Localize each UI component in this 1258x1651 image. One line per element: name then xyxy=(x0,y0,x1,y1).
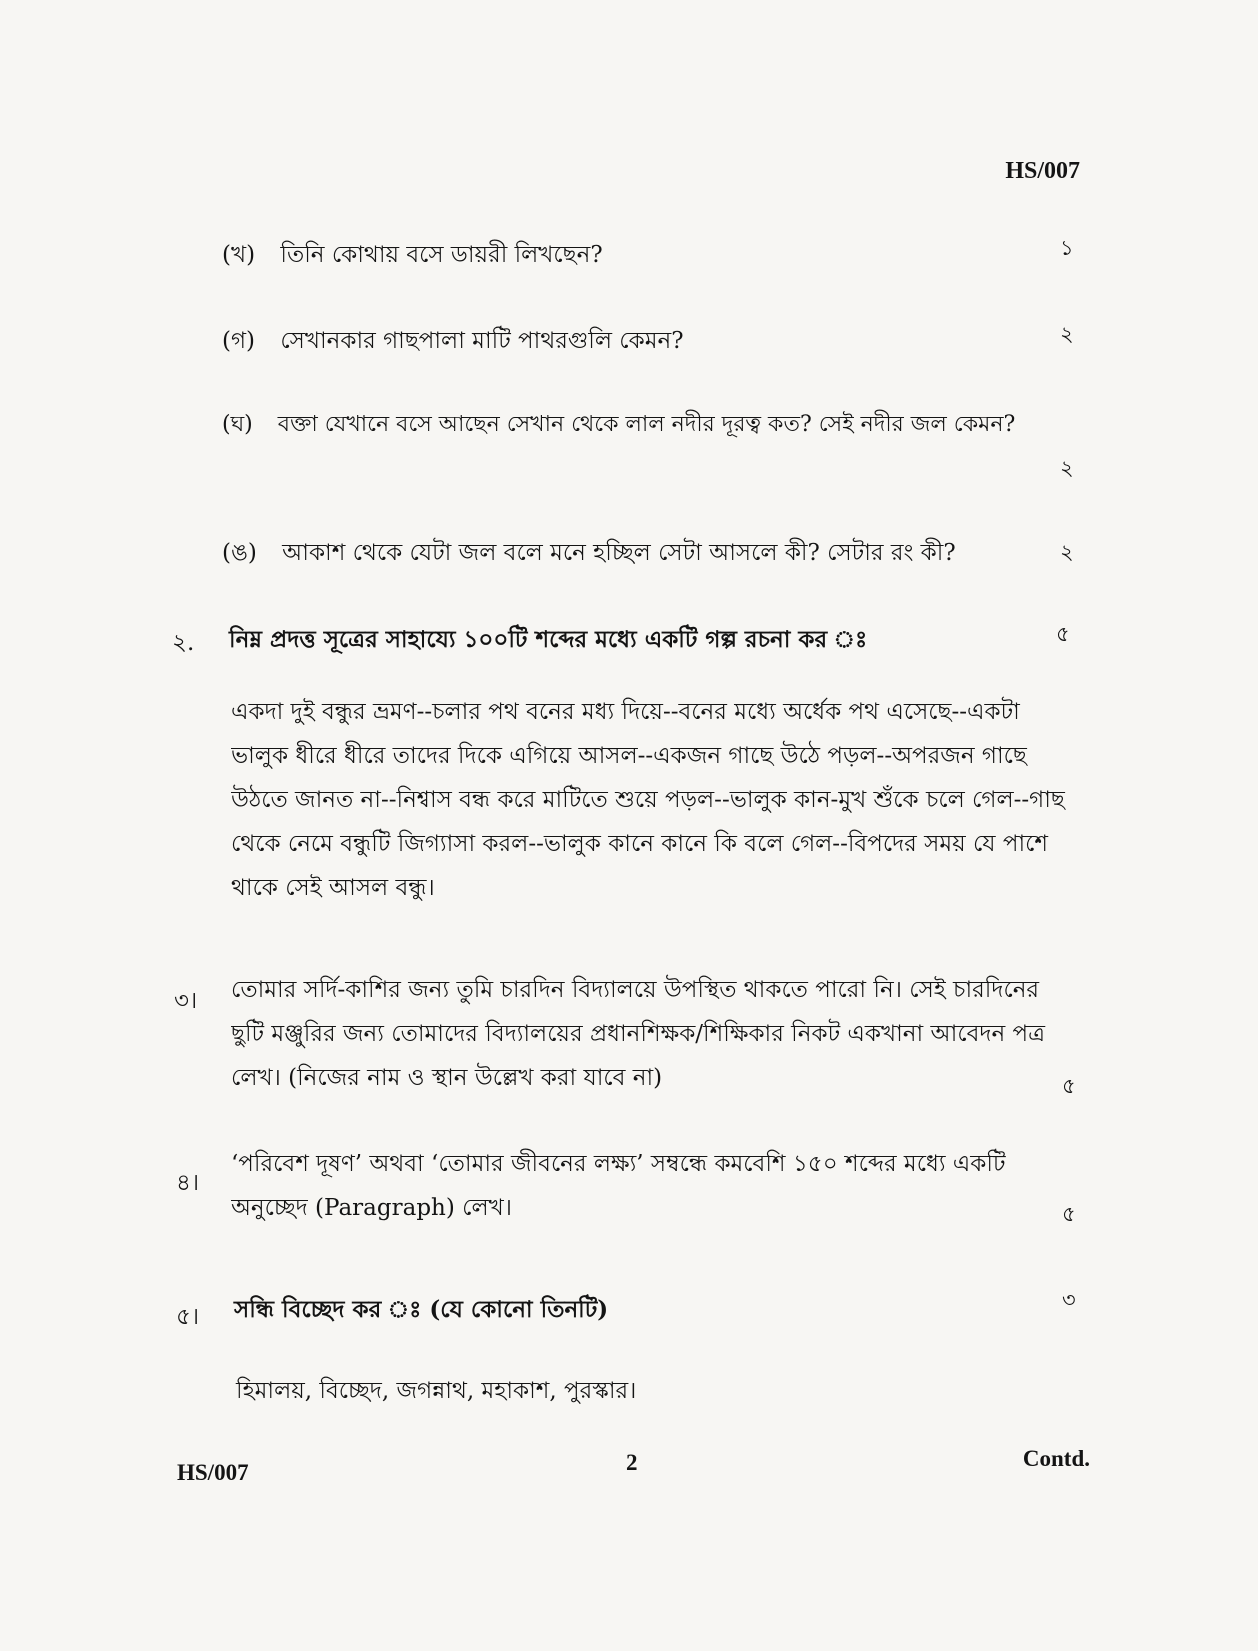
paragraph-line: থাকে সেই আসল বন্ধু। xyxy=(231,875,435,901)
marks-label: ৩ xyxy=(1062,1288,1076,1312)
marks-label: ৫ xyxy=(1062,1074,1076,1098)
story-hints-paragraph xyxy=(231,690,1083,910)
marks-label: ২ xyxy=(1060,540,1074,564)
page-number: 2 xyxy=(626,1450,638,1475)
question-number: ৫। xyxy=(176,1304,200,1330)
question-number: ২. xyxy=(172,630,195,656)
sub-question-label: (ঙ) xyxy=(222,540,257,566)
marks-label: ২ xyxy=(1060,322,1074,346)
sub-question-label: (গ) xyxy=(222,328,256,354)
paragraph-line: অনুচ্ছেদ (Paragraph) লেখ। xyxy=(231,1195,512,1221)
question-5-heading: সন্ধি বিচ্ছেদ কর ঃ (যে কোনো তিনটি) xyxy=(234,1296,609,1323)
paragraph-line: উঠতে জানত না--নিশ্বাস বন্ধ করে মাটিতে শুয়ে পড়ল--ভালুক কান-মুখ শুঁকে চলে গেল--গাছ xyxy=(231,787,1065,813)
question-number: ৪। xyxy=(176,1170,200,1196)
question-number: ৩। xyxy=(174,988,198,1014)
paragraph-line: ছুটি মঞ্জুরির জন্য তোমাদের বিদ্যালয়ের প্রধানশিক্ষক/শিক্ষিকার নিকট একখানা আবেদন পত্র xyxy=(231,1021,1046,1047)
marks-label: ৫ xyxy=(1056,622,1070,646)
sub-question-label: (খ) xyxy=(222,242,256,268)
sub-question-text: তিনি কোথায় বসে ডায়রী লিখছেন? xyxy=(280,242,603,268)
paper-code-header: HS/007 xyxy=(1005,158,1080,184)
sub-question-text: বক্তা যেখানে বসে আছেন সেখান থেকে লাল নদীর দূরত্ব কত? সেই নদীর জল কেমন? xyxy=(277,412,1016,437)
continued-label: Contd. xyxy=(1022,1446,1090,1471)
paper-code-footer: HS/007 xyxy=(177,1460,249,1485)
question-3-text xyxy=(231,968,1083,1100)
marks-label: ২ xyxy=(1060,456,1074,480)
paragraph-line: একদা দুই বন্ধুর ভ্রমণ--চলার পথ বনের মধ্য দিয়ে--বনের মধ্যে অর্ধেক পথ এসেছে--একটা xyxy=(231,699,1020,725)
paragraph-line: ‘পরিবেশ দূষণ’ অথবা ‘তোমার জীবনের লক্ষ্য’ সম্বন্ধে কমবেশি ১৫০ শব্দের মধ্যে একটি xyxy=(231,1151,1006,1177)
sub-question-text: আকাশ থেকে যেটা জল বলে মনে হচ্ছিল সেটা আসলে কী? সেটার রং কী? xyxy=(282,540,956,566)
question-2-heading: নিম্ন প্রদত্ত সূত্রের সাহায্যে ১০০টি শব্দের মধ্যে একটি গল্প রচনা কর ঃ xyxy=(229,626,868,653)
paragraph-line: লেখ। (নিজের নাম ও স্থান উল্লেখ করা যাবে না) xyxy=(231,1065,663,1091)
question-4-text xyxy=(231,1142,1083,1230)
sub-question-label: (ঘ) xyxy=(222,412,253,437)
paragraph-line: ভালুক ধীরে ধীরে তাদের দিকে এগিয়ে আসল--একজন গাছে উঠে পড়ল--অপরজন গাছে xyxy=(231,743,1027,769)
marks-label: ১ xyxy=(1060,236,1074,260)
sandhi-word-list: হিমালয়, বিচ্ছেদ, জগন্নাথ, মহাকাশ, পুরস্কার। xyxy=(236,1378,637,1404)
question-1-ga xyxy=(222,330,684,353)
marks-label: ৫ xyxy=(1062,1202,1076,1226)
question-1-kha xyxy=(222,244,603,267)
question-1-uma xyxy=(222,542,956,565)
paragraph-line: থেকে নেমে বন্ধুটি জিগ্যাসা করল--ভালুক কানে কানে কি বলে গেল--বিপদের সময় যে পাশে xyxy=(231,831,1048,857)
paragraph-line: তোমার সর্দি-কাশির জন্য তুমি চারদিন বিদ্যালয়ে উপস্থিত থাকতে পারো নি। সেই চারদিনের xyxy=(231,977,1040,1003)
question-1-gha xyxy=(222,414,1015,436)
sub-question-text: সেখানকার গাছপালা মাটি পাথরগুলি কেমন? xyxy=(280,328,684,354)
